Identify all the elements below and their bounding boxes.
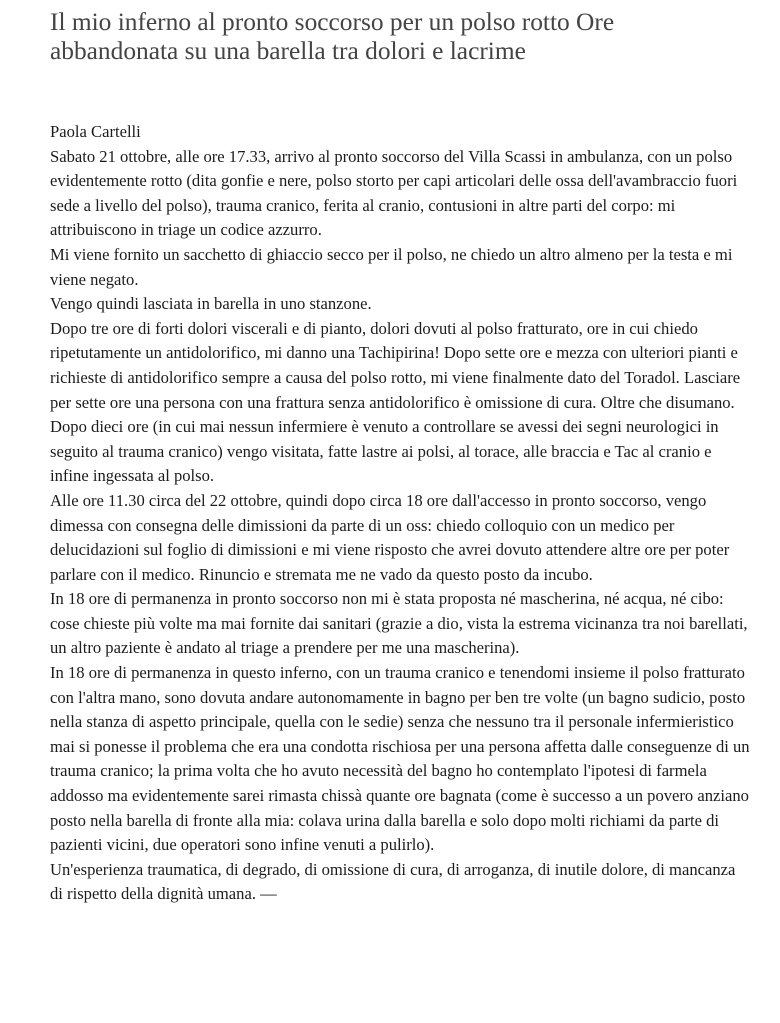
article-paragraph: Vengo quindi lasciata in barella in uno stanzone. bbox=[50, 294, 372, 314]
article-paragraph: Alle ore 11.30 circa del 22 ottobre, quindi dopo circa 18 ore dall'accesso in pronto soccorso, vengo dimessa con consegna delle dimissioni da parte di un oss: chiedo colloquio con un medico per delucidazioni sul foglio di dimissioni e mi viene risposto che avrei dovuto attendere altre ore per poter parlare con il medico. Rinuncio e stremata me ne vado da questo posto da incubo. bbox=[50, 490, 730, 584]
article-title: Il mio inferno al pronto soccorso per un polso rotto Ore abbandonata su una barella tra dolori e lacrime bbox=[50, 8, 615, 65]
article-paragraph: Dopo tre ore di forti dolori viscerali e di pianto, dolori dovuti al polso fratturato, ore in cui chiedo ripetutamente un antidolorifico, mi danno una Tachipirina! Dopo sette ore e mezza con ulteriori pianti e richieste di antidolorifico sempre a causa del polso rotto, mi viene finalmente dato del Toradol. Lasciare per sette ore una persona con una frattura senza antidolorifico è omissione di cura. Oltre che disumano. Dopo dieci ore (in cui mai nessun infermiere è venuto a controllare se avessi dei segni neurologici in seguito al trauma cranico) vengo visitata, fatte lastre ai polsi, al torace, alle braccia e Tac al cranio e infine ingessata al polso. bbox=[50, 318, 741, 486]
article-paragraph: Mi viene fornito un sacchetto di ghiaccio secco per il polso, ne chiedo un altro almeno per la testa e mi viene negato. bbox=[50, 244, 733, 289]
article-paragraph: In 18 ore di permanenza in pronto soccorso non mi è stata proposta né mascherina, né acqua, né cibo: cose chieste più volte ma mai fornite dai sanitari (grazie a dio, vista la estrema vicinanza tra noi barellati, un altro paziente è andato al triage a prendere per me una mascherina). bbox=[50, 589, 748, 658]
closing-dash: — bbox=[256, 884, 277, 904]
article-author: Paola Cartelli bbox=[50, 122, 141, 141]
article-paragraph: In 18 ore di permanenza in questo inferno, con un trauma cranico e tenendomi insieme il polso fratturato con l'altra mano, sono dovuta andare autonomamente in bagno per ben tre volte (un bagno sudicio, posto nella stanza di aspetto principale, quella con le sedie) senza che nessuno tra il personale infermieristico mai si ponesse il problema che era una condotta rischiosa per una persona affetta dalle conseguenze di un trauma cranico; la prima volta che ho avuto necessità del bagno ho contemplato l'ipotesi di farmela addosso ma evidentemente sarei rimasta chissà quante ore bagnata (come è successo a un povero anziano posto nella barella di fronte alla mia: colava urina dalla barella e solo dopo molti richiami da parte di pazienti vicini, due operatori sono infine venuti a pulirlo). bbox=[50, 663, 750, 855]
article-last-paragraph bbox=[50, 858, 750, 907]
article bbox=[50, 8, 750, 907]
article-paragraph-text: Un'esperienza traumatica, di degrado, di omissione di cura, di arroganza, di inutile dolore, di mancanza di rispetto della dignità umana. bbox=[50, 859, 736, 904]
article-paragraph: Sabato 21 ottobre, alle ore 17.33, arrivo al pronto soccorso del Villa Scassi in ambulanza, con un polso evidentemente rotto (dita gonfie e nere, polso storto per capi articolari delle ossa dell'avambraccio fuori sede a livello del polso), trauma cranico, ferita al cranio, contusioni in altre parti del corpo: mi attribuiscono in triage un codice azzurro. bbox=[50, 146, 738, 240]
